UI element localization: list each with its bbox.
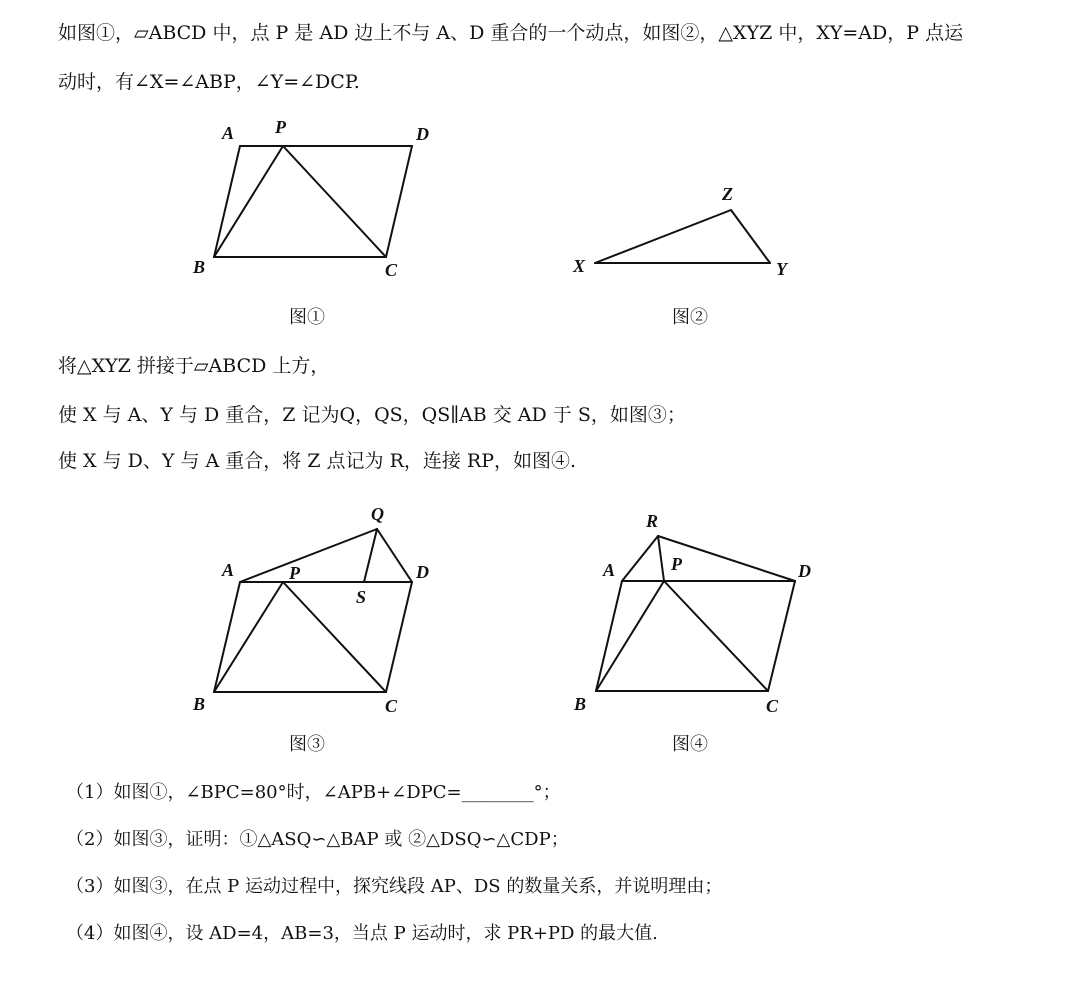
fig3-label-b: B [193,694,206,714]
fig3-segment-pc [283,582,386,692]
fig3-segment-pb [214,582,283,692]
fig3-label-a: A [222,560,235,580]
fig2-segment-xz [595,210,731,263]
fig4-segment-ab [596,581,622,691]
fig3-segment-qs [364,529,377,582]
fig1-segment-pc [283,146,386,257]
fig1-label-d: D [416,124,429,144]
fig3-label-c: C [385,696,398,716]
intro-line-1: 如图①，▱ABCD 中，点 P 是 AD 边上不与 A、D 重合的一个动点，如图②，△XYZ 中，XY=AD，P 点运 [58,22,964,44]
fig4-label-a: A [603,560,616,580]
fig2-segment-zy [731,210,770,263]
intro-line-2: 动时，有∠X=∠ABP，∠Y=∠DCP. [58,71,360,93]
fig3-segment-dc [386,582,412,692]
fig4-label-r: R [646,511,659,531]
middle-line-1: 将△XYZ 拼接于▱ABCD 上方， [58,355,330,377]
fig3-label-s: S [356,587,367,607]
figure-1-caption: 图① [289,307,325,328]
fig2-label-x: X [573,256,586,276]
fig4-label-b: B [574,694,587,714]
question-2: （2）如图③，证明：①△ASQ∽△BAP 或 ②△DSQ∽△CDP； [66,829,569,850]
fig4-segment-pb [596,581,664,691]
fig3-segment-ab [214,582,240,692]
fig4-segment-rp [658,536,664,581]
fig4-label-p: P [671,554,682,574]
fig3-segment-qd [377,529,412,582]
question-1: （1）如图①，∠BPC=80°时，∠APB+∠DPC=________°； [66,782,561,803]
fig4-segment-pc [664,581,768,691]
question-3: （3）如图③，在点 P 运动过程中，探究线段 AP、DS 的数量关系，并说明理由； [66,876,723,897]
fig1-label-p: P [275,117,286,137]
figure-3-caption: 图③ [289,734,325,755]
fig4-segment-ar [622,536,658,581]
fig3-segment-aq [240,529,377,582]
fig4-segment-dc [768,581,795,691]
figure-2-caption: 图② [672,307,708,328]
fig3-label-d: D [416,562,429,582]
fig1-segment-ab [214,146,240,257]
fig4-label-d: D [798,561,811,581]
fig1-label-a: A [222,123,235,143]
fig2-label-y: Y [776,259,787,279]
figure-4-caption: 图④ [672,734,708,755]
question-4: （4）如图④，设 AD=4，AB=3，当点 P 运动时，求 PR+PD 的最大值. [66,923,658,944]
fig1-segment-dc [386,146,412,257]
fig2-label-z: Z [722,184,733,204]
fig1-segment-pb [214,146,283,257]
middle-line-2: 使 X 与 A、Y 与 D 重合，Z 记为Q，QS，QS∥AB 交 AD 于 S，如图③； [58,404,686,426]
fig1-label-b: B [193,257,206,277]
fig4-label-c: C [766,696,779,716]
middle-line-3: 使 X 与 D、Y 与 A 重合，将 Z 点记为 R，连接 RP，如图④. [58,450,577,472]
fig3-label-q: Q [371,504,384,524]
fig3-label-p: P [289,563,300,583]
fig1-label-c: C [385,260,398,280]
